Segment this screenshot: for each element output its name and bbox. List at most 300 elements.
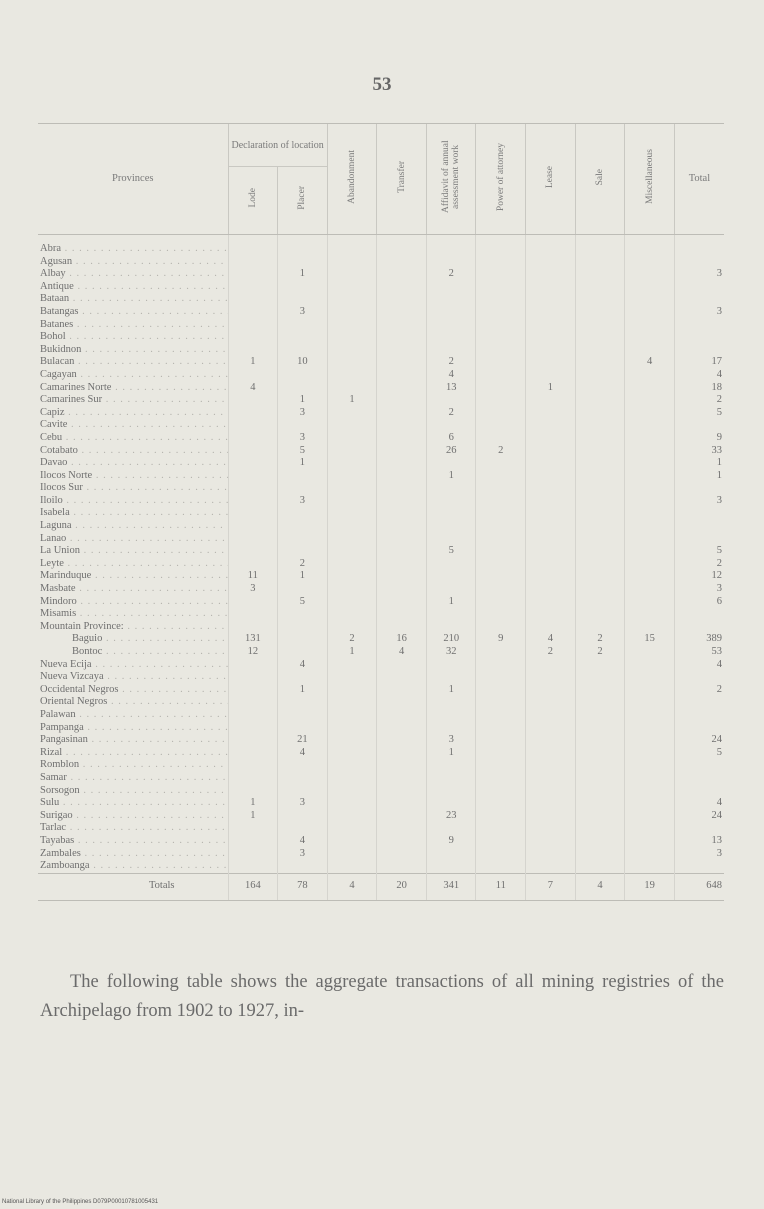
cell-transfer — [377, 293, 427, 306]
cell-power — [476, 268, 526, 281]
header-placer: Placer — [278, 167, 328, 235]
header-abandonment: Abandonment — [327, 124, 377, 235]
cell-lode — [228, 319, 278, 332]
province-name: Leyte . . . — [38, 558, 228, 571]
cell-lease — [526, 470, 576, 483]
cell-misc — [625, 235, 675, 256]
cell-power — [476, 394, 526, 407]
cell-lease — [526, 558, 576, 571]
province-name: Isabela . . . — [38, 507, 228, 520]
cell-transfer: 20 — [377, 873, 427, 900]
cell-lease — [526, 407, 576, 420]
cell-misc — [625, 470, 675, 483]
cell-aband — [327, 696, 377, 709]
cell-lode — [228, 558, 278, 571]
cell-placer: 10 — [278, 356, 328, 369]
cell-transfer — [377, 382, 427, 395]
cell-sale — [575, 684, 625, 697]
cell-affidavit — [426, 860, 476, 873]
cell-aband — [327, 797, 377, 810]
cell-misc — [625, 445, 675, 458]
cell-placer — [278, 860, 328, 873]
cell-lease — [526, 293, 576, 306]
table-row — [38, 293, 724, 306]
cell-placer — [278, 822, 328, 835]
province-name: Camarines Sur . . . — [38, 394, 228, 407]
cell-misc — [625, 533, 675, 546]
table-row — [38, 382, 724, 395]
cell-power — [476, 256, 526, 269]
cell-transfer — [377, 696, 427, 709]
cell-sale — [575, 281, 625, 294]
province-name: Cebu . . . — [38, 432, 228, 445]
cell-placer — [278, 696, 328, 709]
cell-aband — [327, 848, 377, 861]
cell-power: 9 — [476, 633, 526, 646]
cell-total: 24 — [674, 734, 724, 747]
cell-aband — [327, 369, 377, 382]
cell-placer: 5 — [278, 596, 328, 609]
cell-lease — [526, 596, 576, 609]
header-total: Total — [674, 124, 724, 235]
cell-transfer — [377, 235, 427, 256]
cell-lode — [228, 734, 278, 747]
cell-lease — [526, 356, 576, 369]
cell-affidavit: 9 — [426, 835, 476, 848]
cell-affidavit — [426, 608, 476, 621]
cell-sale — [575, 596, 625, 609]
cell-lode — [228, 432, 278, 445]
cell-total: 2 — [674, 394, 724, 407]
cell-total: 2 — [674, 558, 724, 571]
cell-total — [674, 419, 724, 432]
cell-placer — [278, 646, 328, 659]
cell-misc: 15 — [625, 633, 675, 646]
cell-placer — [278, 671, 328, 684]
cell-lode — [228, 495, 278, 508]
cell-sale — [575, 344, 625, 357]
cell-transfer — [377, 570, 427, 583]
cell-misc — [625, 457, 675, 470]
cell-power — [476, 759, 526, 772]
cell-misc — [625, 583, 675, 596]
cell-aband: 1 — [327, 646, 377, 659]
header-transfer: Transfer — [377, 124, 427, 235]
table-row — [38, 356, 724, 369]
cell-total: 3 — [674, 495, 724, 508]
cell-lode — [228, 785, 278, 798]
cell-placer — [278, 369, 328, 382]
province-name: Tarlac . . . — [38, 822, 228, 835]
table-row — [38, 256, 724, 269]
cell-total: 1 — [674, 470, 724, 483]
cell-aband — [327, 608, 377, 621]
cell-lease — [526, 281, 576, 294]
cell-transfer — [377, 533, 427, 546]
cell-aband — [327, 293, 377, 306]
cell-affidavit — [426, 709, 476, 722]
province-name: Mountain Province: . . . — [38, 621, 228, 634]
cell-affidavit — [426, 558, 476, 571]
cell-lease — [526, 319, 576, 332]
cell-lode: 1 — [228, 356, 278, 369]
cell-lode — [228, 772, 278, 785]
cell-placer — [278, 533, 328, 546]
table-row — [38, 344, 724, 357]
cell-aband — [327, 507, 377, 520]
cell-aband — [327, 822, 377, 835]
cell-lease — [526, 482, 576, 495]
cell-power — [476, 558, 526, 571]
cell-total — [674, 533, 724, 546]
cell-lease — [526, 369, 576, 382]
cell-lease — [526, 419, 576, 432]
cell-lode: 131 — [228, 633, 278, 646]
cell-lease — [526, 394, 576, 407]
cell-sale — [575, 772, 625, 785]
cell-power — [476, 646, 526, 659]
cell-lease — [526, 797, 576, 810]
province-name: Bukidnon . . . — [38, 344, 228, 357]
province-name: Marinduque . . . — [38, 570, 228, 583]
table-row — [38, 860, 724, 873]
cell-power — [476, 344, 526, 357]
cell-lode — [228, 482, 278, 495]
province-name: Albay . . . — [38, 268, 228, 281]
cell-lease — [526, 256, 576, 269]
cell-misc — [625, 734, 675, 747]
table-row — [38, 495, 724, 508]
table-row — [38, 432, 724, 445]
cell-power — [476, 570, 526, 583]
cell-total — [674, 482, 724, 495]
cell-power — [476, 319, 526, 332]
cell-lode: 11 — [228, 570, 278, 583]
cell-lease — [526, 495, 576, 508]
cell-misc — [625, 759, 675, 772]
table-row — [38, 306, 724, 319]
cell-placer — [278, 759, 328, 772]
cell-lode — [228, 470, 278, 483]
cell-affidavit — [426, 256, 476, 269]
province-name: Cavite . . . — [38, 419, 228, 432]
cell-misc — [625, 558, 675, 571]
cell-lease — [526, 331, 576, 344]
cell-placer — [278, 331, 328, 344]
cell-misc — [625, 344, 675, 357]
cell-total: 24 — [674, 810, 724, 823]
cell-lease — [526, 621, 576, 634]
cell-total: 5 — [674, 407, 724, 420]
cell-affidavit — [426, 419, 476, 432]
cell-aband — [327, 432, 377, 445]
cell-power — [476, 772, 526, 785]
cell-lode — [228, 507, 278, 520]
cell-total — [674, 722, 724, 735]
cell-power — [476, 407, 526, 420]
cell-aband — [327, 810, 377, 823]
cell-affidavit — [426, 759, 476, 772]
cell-total — [674, 785, 724, 798]
cell-transfer — [377, 848, 427, 861]
cell-power — [476, 356, 526, 369]
cell-lease — [526, 583, 576, 596]
cell-sale — [575, 482, 625, 495]
cell-affidavit: 5 — [426, 545, 476, 558]
province-name: Nueva Vizcaya . . . — [38, 671, 228, 684]
province-name: Davao . . . — [38, 457, 228, 470]
table-row — [38, 684, 724, 697]
cell-aband — [327, 331, 377, 344]
cell-sale — [575, 445, 625, 458]
cell-misc — [625, 419, 675, 432]
cell-lease — [526, 306, 576, 319]
cell-aband — [327, 734, 377, 747]
cell-power — [476, 583, 526, 596]
cell-affidavit — [426, 671, 476, 684]
header-declaration-of-location: Declaration of location — [228, 124, 327, 167]
cell-placer: 4 — [278, 747, 328, 760]
cell-power — [476, 596, 526, 609]
cell-lease — [526, 659, 576, 672]
cell-total: 1 — [674, 457, 724, 470]
cell-sale — [575, 860, 625, 873]
table-row — [38, 583, 724, 596]
cell-sale — [575, 369, 625, 382]
cell-total: 2 — [674, 684, 724, 697]
cell-misc — [625, 747, 675, 760]
cell-aband — [327, 860, 377, 873]
cell-aband — [327, 457, 377, 470]
cell-lease — [526, 507, 576, 520]
cell-aband — [327, 382, 377, 395]
cell-sale — [575, 570, 625, 583]
cell-total — [674, 331, 724, 344]
cell-aband — [327, 268, 377, 281]
cell-transfer — [377, 319, 427, 332]
cell-sale — [575, 293, 625, 306]
cell-affidavit — [426, 848, 476, 861]
province-name: Lanao . . . — [38, 533, 228, 546]
cell-lease — [526, 785, 576, 798]
cell-affidavit: 2 — [426, 356, 476, 369]
cell-total: 5 — [674, 545, 724, 558]
cell-lease — [526, 671, 576, 684]
header-power-of-attorney: Power of attorney — [476, 124, 526, 235]
cell-lode — [228, 621, 278, 634]
cell-total — [674, 281, 724, 294]
cell-misc — [625, 331, 675, 344]
cell-lease — [526, 235, 576, 256]
cell-sale — [575, 608, 625, 621]
cell-power: 11 — [476, 873, 526, 900]
cell-power — [476, 822, 526, 835]
cell-lease — [526, 445, 576, 458]
province-name: Surigao . . . — [38, 810, 228, 823]
cell-affidavit — [426, 344, 476, 357]
cell-power — [476, 369, 526, 382]
table-row — [38, 407, 724, 420]
cell-misc — [625, 684, 675, 697]
province-name: Ilocos Norte . . . — [38, 470, 228, 483]
cell-misc — [625, 822, 675, 835]
cell-transfer — [377, 709, 427, 722]
cell-lease — [526, 835, 576, 848]
cell-affidavit — [426, 570, 476, 583]
cell-misc — [625, 709, 675, 722]
cell-sale — [575, 419, 625, 432]
cell-lease — [526, 432, 576, 445]
cell-total: 12 — [674, 570, 724, 583]
table-row — [38, 331, 724, 344]
cell-lease — [526, 747, 576, 760]
cell-lease — [526, 860, 576, 873]
cell-total — [674, 520, 724, 533]
cell-misc — [625, 520, 675, 533]
table-row — [38, 570, 724, 583]
cell-transfer — [377, 822, 427, 835]
cell-transfer — [377, 545, 427, 558]
cell-transfer — [377, 394, 427, 407]
table-row — [38, 659, 724, 672]
cell-aband — [327, 709, 377, 722]
province-name: Laguna . . . — [38, 520, 228, 533]
cell-aband — [327, 583, 377, 596]
cell-lode — [228, 848, 278, 861]
table-row — [38, 419, 724, 432]
cell-aband — [327, 621, 377, 634]
cell-power — [476, 608, 526, 621]
cell-power — [476, 810, 526, 823]
cell-affidavit — [426, 306, 476, 319]
cell-transfer — [377, 256, 427, 269]
cell-affidavit — [426, 507, 476, 520]
cell-sale — [575, 822, 625, 835]
cell-affidavit: 13 — [426, 382, 476, 395]
cell-placer: 3 — [278, 495, 328, 508]
cell-affidavit: 1 — [426, 747, 476, 760]
cell-total: 4 — [674, 369, 724, 382]
cell-power — [476, 533, 526, 546]
cell-affidavit: 1 — [426, 470, 476, 483]
cell-sale — [575, 394, 625, 407]
cell-aband — [327, 533, 377, 546]
cell-placer: 1 — [278, 457, 328, 470]
cell-affidavit — [426, 331, 476, 344]
cell-total — [674, 772, 724, 785]
cell-sale — [575, 356, 625, 369]
cell-transfer — [377, 281, 427, 294]
cell-aband — [327, 306, 377, 319]
cell-placer — [278, 319, 328, 332]
cell-lode — [228, 407, 278, 420]
cell-total: 389 — [674, 633, 724, 646]
cell-placer — [278, 633, 328, 646]
cell-lease — [526, 344, 576, 357]
province-name: Bontoc . . . — [38, 646, 228, 659]
cell-sale — [575, 696, 625, 709]
cell-aband — [327, 319, 377, 332]
table-row — [38, 482, 724, 495]
cell-aband: 2 — [327, 633, 377, 646]
cell-placer — [278, 608, 328, 621]
cell-affidavit — [426, 696, 476, 709]
province-name: Camarines Norte . . . — [38, 382, 228, 395]
table-row — [38, 747, 724, 760]
cell-placer: 3 — [278, 306, 328, 319]
province-name: Rizal . . . — [38, 747, 228, 760]
province-name: Abra . . . — [38, 235, 228, 256]
table-header — [38, 124, 724, 235]
cell-transfer — [377, 659, 427, 672]
cell-power — [476, 470, 526, 483]
cell-affidavit — [426, 235, 476, 256]
province-name: Bohol . . . — [38, 331, 228, 344]
header-miscellaneous: Miscellaneous — [625, 124, 675, 235]
cell-sale — [575, 848, 625, 861]
cell-total — [674, 621, 724, 634]
cell-power — [476, 684, 526, 697]
province-name: Bataan . . . — [38, 293, 228, 306]
cell-total: 3 — [674, 583, 724, 596]
cell-aband — [327, 445, 377, 458]
cell-affidavit — [426, 822, 476, 835]
cell-misc: 19 — [625, 873, 675, 900]
cell-sale — [575, 558, 625, 571]
cell-lease: 4 — [526, 633, 576, 646]
cell-transfer — [377, 432, 427, 445]
cell-lode — [228, 235, 278, 256]
cell-total: 5 — [674, 747, 724, 760]
cell-lode — [228, 545, 278, 558]
table-row — [38, 722, 724, 735]
cell-aband: 4 — [327, 873, 377, 900]
cell-sale — [575, 457, 625, 470]
table-row — [38, 470, 724, 483]
cell-lode — [228, 835, 278, 848]
table-row — [38, 671, 724, 684]
cell-transfer — [377, 369, 427, 382]
cell-lease — [526, 709, 576, 722]
cell-transfer — [377, 520, 427, 533]
cell-transfer: 4 — [377, 646, 427, 659]
cell-lode — [228, 268, 278, 281]
table-body — [38, 235, 724, 901]
cell-placer: 1 — [278, 570, 328, 583]
cell-lease — [526, 848, 576, 861]
cell-transfer — [377, 734, 427, 747]
cell-sale — [575, 709, 625, 722]
table-row — [38, 268, 724, 281]
cell-lode: 3 — [228, 583, 278, 596]
cell-total: 18 — [674, 382, 724, 395]
table-row — [38, 394, 724, 407]
cell-power — [476, 507, 526, 520]
cell-transfer — [377, 810, 427, 823]
cell-placer — [278, 419, 328, 432]
cell-misc — [625, 596, 675, 609]
cell-sale — [575, 835, 625, 848]
cell-aband — [327, 495, 377, 508]
cell-aband — [327, 570, 377, 583]
cell-total: 3 — [674, 848, 724, 861]
cell-power — [476, 545, 526, 558]
cell-affidavit — [426, 621, 476, 634]
cell-sale: 2 — [575, 646, 625, 659]
cell-lode — [228, 608, 278, 621]
cell-affidavit — [426, 785, 476, 798]
cell-misc — [625, 256, 675, 269]
